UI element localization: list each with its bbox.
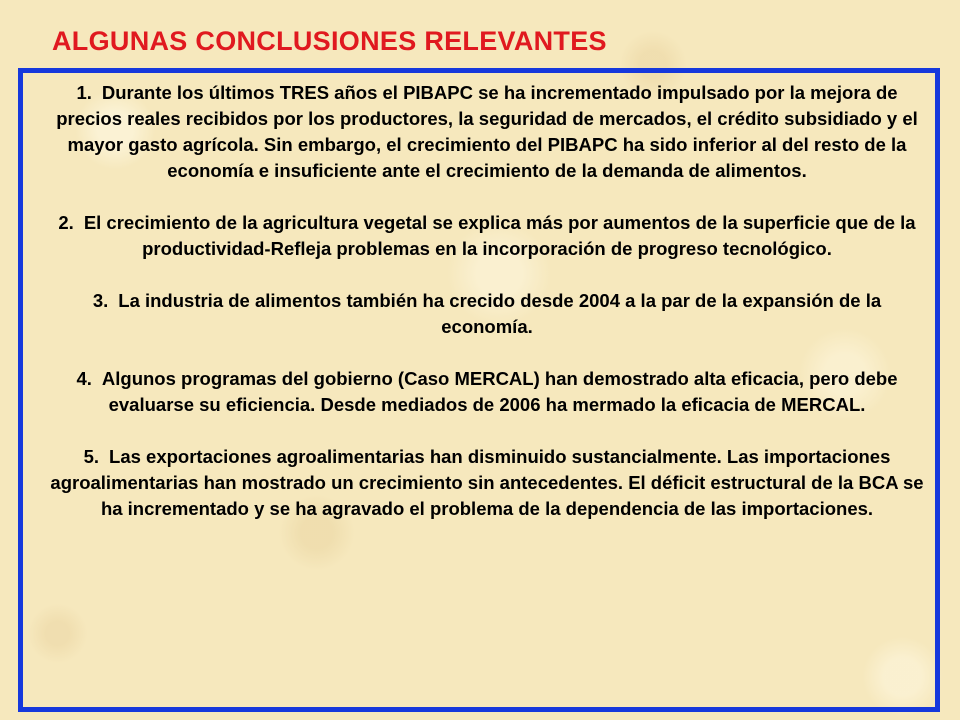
conclusion-text: La industria de alimentos también ha crecido desde 2004 a la par de la expansión de la economía. [118, 290, 882, 337]
conclusion-number: 4. [76, 368, 92, 389]
conclusion-item-1 [49, 80, 925, 184]
conclusion-text: Durante los últimos TRES años el PIBAPC se ha incrementado impulsado por la mejora de precios reales recibidos por los productores, la seguridad de mercados, el crédito subsidiado y el mayor gasto agrícola. Sin embargo, el crecimiento del PIBAPC ha sido inferior al del resto de la economía e insuficiente ante el crecimiento de la demanda de alimentos. [56, 82, 918, 181]
conclusions-list [49, 80, 925, 522]
conclusion-number: 2. [58, 212, 74, 233]
conclusion-number: 1. [76, 82, 92, 103]
conclusions-panel [18, 68, 940, 712]
conclusion-text: Las exportaciones agroalimentarias han disminuido sustancialmente. Las importaciones agroalimentarias han mostrado un crecimiento sin antecedentes. El déficit estructural de la BCA se ha incrementado y se ha agravado el problema de la dependencia de las importaciones. [50, 446, 924, 519]
conclusion-item-5 [49, 444, 925, 522]
conclusion-item-2 [49, 210, 925, 262]
conclusion-number: 5. [83, 446, 100, 467]
conclusion-text: El crecimiento de la agricultura vegetal se explica más por aumentos de la superficie que de la productividad-Refleja problemas en la incorporación de progreso tecnológico. [83, 212, 916, 259]
slide-title: ALGUNAS CONCLUSIONES RELEVANTES [52, 26, 607, 56]
conclusion-text: Algunos programas del gobierno (Caso MERCAL) han demostrado alta eficacia, pero debe evaluarse su eficiencia. Desde mediados de 2006 ha mermado la eficacia de MERCAL. [101, 368, 898, 415]
conclusion-item-3 [49, 288, 925, 340]
conclusion-item-4 [49, 366, 925, 418]
conclusion-number: 3. [92, 290, 109, 311]
